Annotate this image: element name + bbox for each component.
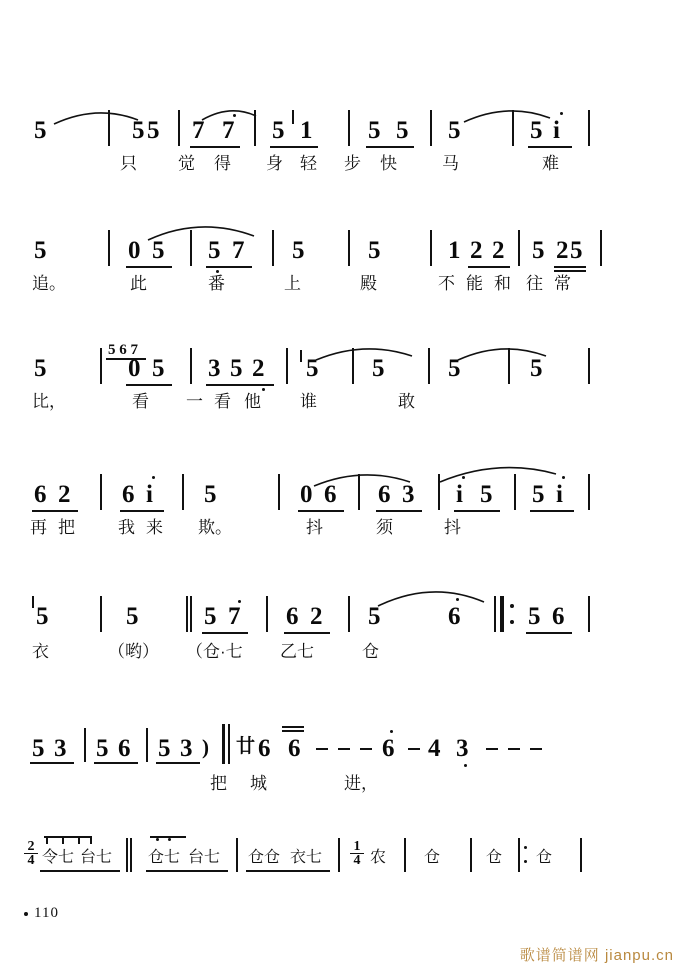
barline — [278, 474, 280, 510]
system-3-lyrics — [0, 384, 690, 414]
page-number: 110 — [34, 905, 59, 921]
hold-dash — [408, 748, 420, 750]
lyric: 上 — [284, 274, 301, 293]
note: 2 — [556, 237, 569, 264]
note: 2 — [58, 481, 71, 508]
note: 6 — [286, 603, 299, 630]
barline — [430, 110, 432, 146]
barline — [272, 230, 274, 266]
hold-dash — [530, 748, 542, 750]
closing-paren: ) — [202, 735, 209, 759]
accent-dot — [524, 846, 527, 849]
beam-tick — [62, 836, 64, 844]
time-signature — [350, 840, 364, 867]
lyric: 马 — [442, 154, 459, 173]
note: 5 — [570, 237, 583, 264]
barline — [508, 348, 510, 384]
note: i — [456, 481, 463, 508]
barline — [428, 348, 430, 384]
beam-tick — [90, 836, 92, 844]
repeat-barline — [222, 724, 225, 764]
lyric: 一 — [186, 392, 203, 411]
percussion-syllable: 农 — [370, 849, 387, 866]
lyric: 衣 — [32, 642, 49, 661]
lyric: 敢 — [398, 392, 415, 411]
barline — [430, 230, 432, 266]
system-2 — [0, 228, 690, 302]
lyric: 步 — [344, 154, 361, 173]
octave-dot — [152, 476, 155, 479]
beam — [528, 146, 572, 148]
lyric: 仓 — [362, 642, 379, 661]
lyric: 抖 — [444, 518, 461, 537]
percussion-syllable: 仓 — [536, 849, 553, 866]
note: 5 — [368, 117, 381, 144]
note: 5 — [204, 481, 217, 508]
octave-dot — [238, 600, 241, 603]
lyric: 看 — [132, 392, 149, 411]
barline — [518, 230, 520, 266]
note: 6 — [34, 481, 47, 508]
percussion-syllable: 衣七 — [290, 849, 323, 866]
lyric: 只 — [120, 154, 137, 173]
beam — [206, 266, 252, 268]
note: i — [553, 117, 560, 144]
grace-tick — [32, 596, 34, 608]
note: 5 — [132, 117, 145, 144]
note: 7 — [222, 117, 235, 144]
note: 5 — [272, 117, 285, 144]
lyric: 来 — [146, 518, 163, 537]
note: 5 — [34, 117, 47, 144]
beam-tick — [46, 836, 48, 844]
system-5 — [0, 582, 690, 661]
note: 0 — [128, 237, 141, 264]
system-6-notes — [0, 716, 690, 760]
time-signature-denominator: 4 — [24, 853, 38, 867]
note: 5 — [528, 603, 541, 630]
barline — [404, 838, 406, 872]
beam — [270, 146, 318, 148]
percussion-syllable: 台七 — [80, 849, 113, 866]
barline — [178, 110, 180, 146]
note: 5 — [96, 735, 109, 762]
barline — [84, 728, 86, 762]
percussion-syllable: 仓仓 — [248, 849, 281, 866]
beam — [366, 146, 414, 148]
lyric: 乙七 — [280, 642, 314, 661]
note: 3 — [208, 355, 221, 382]
note: 6 — [448, 603, 461, 630]
note: 2 — [252, 355, 265, 382]
page-number-bullet — [24, 912, 28, 916]
octave-dot — [560, 112, 563, 115]
note: i — [146, 481, 153, 508]
beam — [468, 266, 510, 268]
note: 5 — [368, 603, 381, 630]
barline — [182, 474, 184, 510]
lyric: 和 — [494, 274, 511, 293]
lyric: 欺。 — [198, 518, 232, 537]
note: 5 — [34, 237, 47, 264]
grace-tick — [292, 110, 294, 124]
watermark: 歌谱简谱网 jianpu.cn — [519, 947, 674, 964]
hold-dash — [360, 748, 372, 750]
system-1-notes — [0, 108, 690, 152]
barline — [254, 110, 256, 146]
barline — [588, 110, 590, 146]
note: 2 — [470, 237, 483, 264]
system-4-notes — [0, 462, 690, 506]
note: 5 — [292, 237, 305, 264]
note: 5 — [158, 735, 171, 762]
note: 5 — [530, 117, 543, 144]
lyric: 身 — [266, 154, 283, 173]
note: 7 — [228, 603, 241, 630]
note: 7 — [232, 237, 245, 264]
accent-dot — [156, 838, 159, 841]
slur-arc — [52, 106, 142, 128]
barline — [146, 728, 148, 762]
barline — [190, 348, 192, 384]
note: 1 — [448, 237, 461, 264]
hold-dash — [316, 748, 328, 750]
note: 6 — [288, 735, 301, 762]
grace-note-cluster: 5 6 7 — [108, 342, 138, 358]
barline — [130, 838, 132, 872]
repeat-dot — [510, 604, 514, 608]
note: 3 — [54, 735, 67, 762]
lyric: 谁 — [300, 392, 317, 411]
lyric: 常 — [554, 274, 571, 293]
lyric: 殿 — [360, 274, 377, 293]
system-2-lyrics — [0, 272, 690, 302]
system-6-lyrics — [0, 760, 690, 793]
note: 5 — [147, 117, 160, 144]
lyric: 不 — [438, 274, 455, 293]
barline — [286, 348, 288, 384]
slur-arc — [312, 468, 412, 490]
slur-arc — [376, 584, 486, 610]
time-signature-numerator: 1 — [353, 839, 361, 854]
hold-dash — [486, 748, 498, 750]
note: 5 — [36, 603, 49, 630]
system-3-notes — [0, 340, 690, 384]
repeat-barline — [228, 724, 230, 764]
repeat-dot — [510, 620, 514, 624]
note: 6 — [258, 735, 271, 762]
barline — [518, 838, 520, 872]
note: 6 — [118, 735, 131, 762]
percussion-syllable: 令七 — [42, 849, 75, 866]
octave-dot — [390, 730, 393, 733]
barline — [352, 348, 354, 384]
barline — [514, 474, 516, 510]
beam-above — [282, 726, 304, 728]
barline — [348, 230, 350, 266]
lyric: 我 — [118, 518, 135, 537]
lyric: 进， — [344, 774, 378, 793]
barline — [100, 348, 102, 384]
octave-dot — [562, 476, 565, 479]
note: 6 — [324, 481, 337, 508]
note: 5 — [204, 603, 217, 630]
note: 5 — [532, 237, 545, 264]
percussion-syllable: 仓 — [424, 849, 441, 866]
time-signature — [24, 840, 38, 867]
hold-dash — [508, 748, 520, 750]
beam — [246, 870, 330, 872]
barline — [338, 838, 340, 872]
lyric: 难 — [542, 154, 559, 173]
note: 5 — [208, 237, 221, 264]
note: 5 — [396, 117, 409, 144]
note: 6 — [382, 735, 395, 762]
lyric: 追。 — [32, 274, 66, 293]
system-5-lyrics — [0, 626, 690, 661]
note: 5 — [306, 355, 319, 382]
note: 5 — [480, 481, 493, 508]
note: i — [556, 481, 563, 508]
note: 5 — [152, 355, 165, 382]
note: 5 — [372, 355, 385, 382]
note: 5 — [32, 735, 45, 762]
lyric: 能 — [466, 274, 483, 293]
time-signature-numerator: 2 — [27, 839, 35, 854]
note: 5 — [448, 117, 461, 144]
system-1-lyrics — [0, 152, 690, 182]
barline — [108, 230, 110, 266]
beam — [146, 870, 228, 872]
barline — [190, 230, 192, 266]
accent-dot — [168, 838, 171, 841]
accent-dot — [524, 860, 527, 863]
barline — [100, 474, 102, 510]
system-1 — [0, 108, 690, 182]
lyric: 此 — [130, 274, 147, 293]
barline — [348, 110, 350, 146]
barline — [512, 110, 514, 146]
beam-above — [282, 730, 304, 732]
note: 5 — [532, 481, 545, 508]
hold-dash — [338, 748, 350, 750]
lyric: （仓·七 — [186, 642, 243, 661]
beam — [554, 266, 586, 268]
lyric: （哟） — [108, 642, 159, 661]
note: 6 — [378, 481, 391, 508]
system-4-lyrics — [0, 506, 690, 536]
note: 5 — [126, 603, 139, 630]
note: 2 — [310, 603, 323, 630]
lyric: 把 — [58, 518, 75, 537]
grace-tick — [300, 350, 302, 362]
note: 3 — [456, 735, 469, 762]
note: 6 — [552, 603, 565, 630]
beam — [126, 266, 172, 268]
lyric: 往 — [526, 274, 543, 293]
note: 4 — [428, 735, 441, 762]
note: 0 — [128, 355, 141, 382]
beam-tick — [78, 836, 80, 844]
lyric: 他 — [244, 392, 261, 411]
note: 3 — [402, 481, 415, 508]
system-4 — [0, 462, 690, 536]
barline — [126, 838, 128, 872]
barline — [580, 838, 582, 872]
lyric: 须 — [376, 518, 393, 537]
system-7-percussion — [0, 828, 690, 878]
system-2-notes — [0, 228, 690, 272]
note: 7 — [192, 117, 205, 144]
slur-arc — [200, 104, 260, 124]
barline — [600, 230, 602, 266]
note: 5 — [152, 237, 165, 264]
beam — [190, 146, 240, 148]
note: 5 — [34, 355, 47, 382]
beam-above — [44, 836, 92, 838]
lyric: 再 — [30, 518, 47, 537]
percussion-symbol: 廿 — [236, 736, 256, 757]
lyric: 把 — [210, 774, 227, 793]
lyric: 觉 — [178, 154, 195, 173]
note: 0 — [300, 481, 313, 508]
barline — [588, 474, 590, 510]
lyric: 得 — [214, 154, 231, 173]
note: 6 — [122, 481, 135, 508]
system-7-notes — [0, 828, 690, 878]
barline — [358, 474, 360, 510]
percussion-syllable: 台七 — [188, 849, 221, 866]
lyric: 看 — [214, 392, 231, 411]
octave-dot — [456, 598, 459, 601]
note: 1 — [300, 117, 313, 144]
barline — [236, 838, 238, 872]
system-6 — [0, 716, 690, 793]
system-3 — [0, 340, 690, 414]
barline — [588, 348, 590, 384]
slur-arc — [314, 342, 414, 364]
lyric: 番 — [208, 274, 225, 293]
beam — [40, 870, 120, 872]
percussion-syllable: 仓 — [486, 849, 503, 866]
note: 5 — [448, 355, 461, 382]
system-5-notes — [0, 582, 690, 630]
note: 3 — [180, 735, 193, 762]
note: 5 — [530, 355, 543, 382]
lyric: 轻 — [300, 154, 317, 173]
lyric: 比， — [32, 392, 66, 411]
lyric: 城 — [250, 774, 267, 793]
barline — [470, 838, 472, 872]
note: 5 — [230, 355, 243, 382]
note: 5 — [368, 237, 381, 264]
time-signature-denominator: 4 — [350, 853, 364, 867]
lyric: 抖 — [306, 518, 323, 537]
note: 2 — [492, 237, 505, 264]
percussion-syllable: 仓七 — [148, 849, 181, 866]
lyric: 快 — [380, 154, 397, 173]
